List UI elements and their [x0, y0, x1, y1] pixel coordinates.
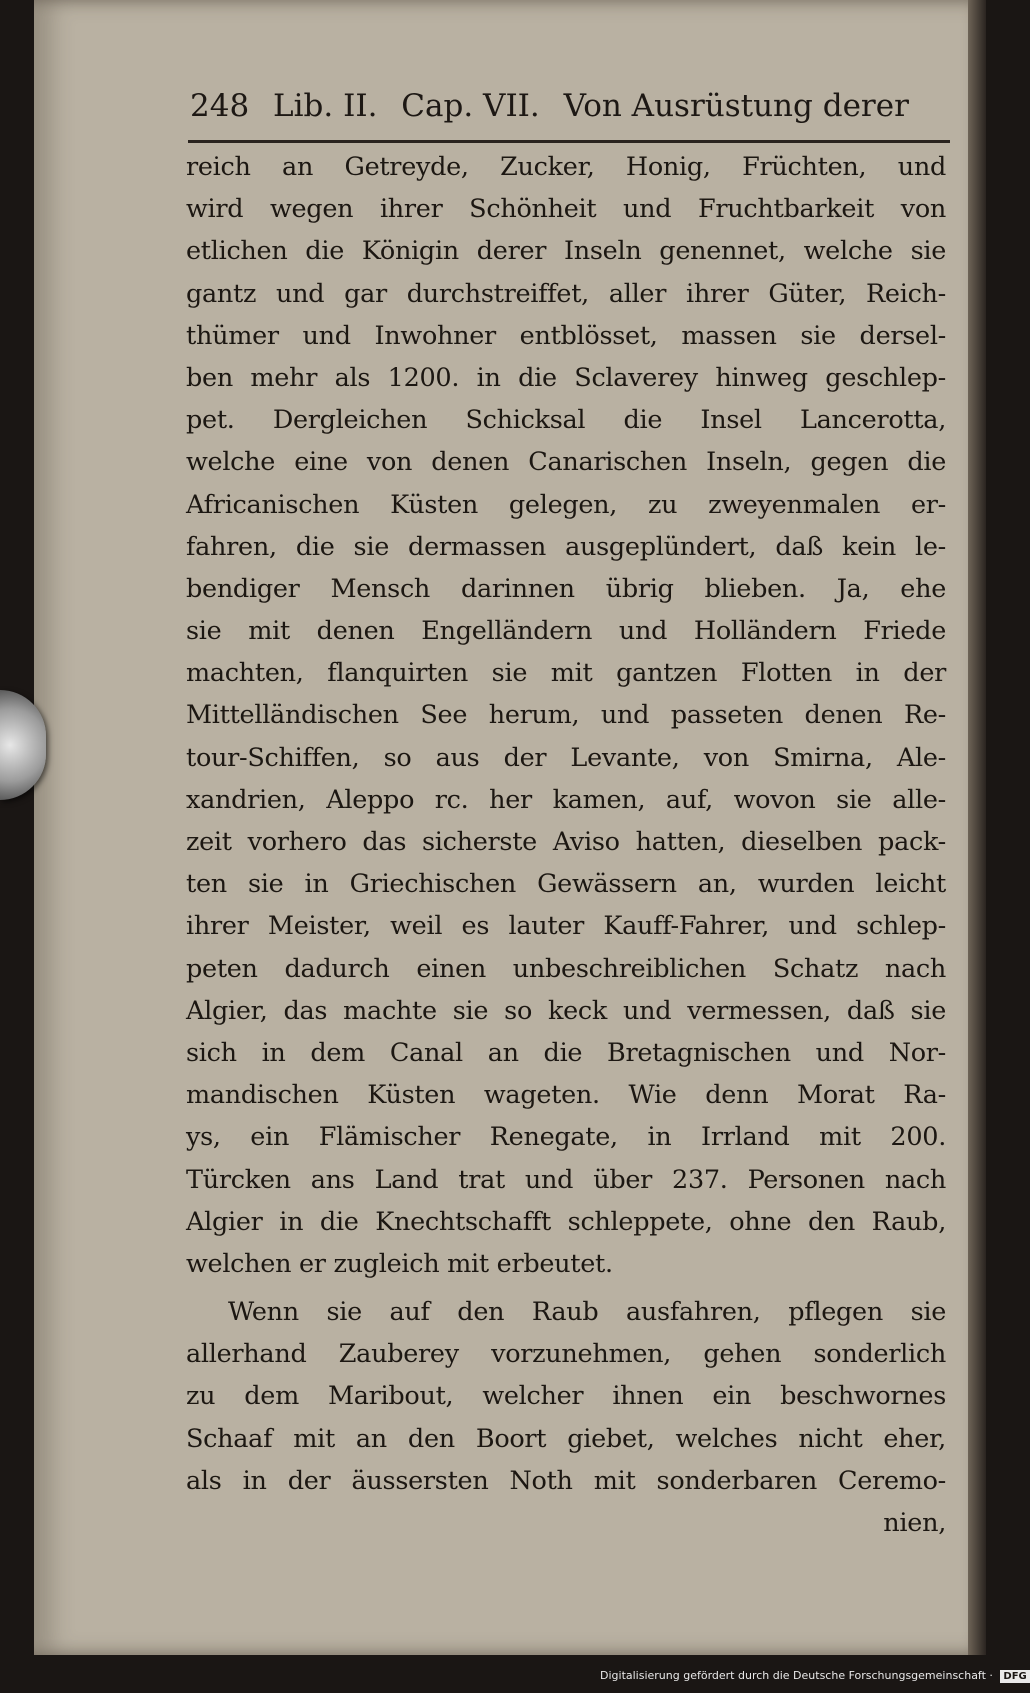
text-line: Africanischen Küsten gelegen, zu zweyenmalen er- — [186, 489, 946, 520]
page-number: 248 — [190, 88, 250, 124]
paragraph-end-line: welchen er zugleich mit erbeutet. — [186, 1248, 613, 1279]
text-line: thümer und Inwohner entblösset, massen sie dersel- — [186, 320, 946, 351]
text-line: zu dem Maribout, welcher ihnen ein beschwornes — [186, 1381, 946, 1412]
text-line: Schaaf mit an den Boort giebet, welches nicht eher, — [186, 1423, 946, 1454]
text-line: Türcken ans Land trat und über 237. Personen nach — [186, 1164, 946, 1195]
running-header — [190, 88, 910, 134]
chapter-label: Cap. VII. — [401, 88, 540, 124]
digitization-credit — [600, 1669, 1027, 1687]
text-line: als in der äussersten Noth mit sonderbaren Ceremo- — [186, 1465, 946, 1496]
text-line: mandischen Küsten wageten. Wie denn Morat Ra- — [186, 1080, 946, 1111]
text-line: ten sie in Griechischen Gewässern an, wurden leicht — [186, 869, 946, 900]
text-line: sich in dem Canal an die Bretagnischen und Nor- — [186, 1037, 946, 1068]
catchword: nien, — [883, 1508, 946, 1538]
text-line: peten dadurch einen unbeschreiblichen Schatz nach — [186, 953, 946, 984]
text-line: xandrien, Aleppo rc. her kamen, auf, wovon sie alle- — [186, 784, 946, 815]
text-line: sie mit denen Engelländern und Holländern Friede — [186, 616, 946, 647]
text-line: zeit vorhero das sicherste Aviso hatten, dieselben pack- — [186, 827, 946, 857]
text-line: wird wegen ihrer Schönheit und Fruchtbarkeit von — [186, 194, 946, 225]
page-body — [186, 146, 946, 1544]
text-line: reich an Getreyde, Zucker, Honig, Früchten, und — [186, 152, 946, 182]
dfg-logo: DFG — [1000, 1670, 1029, 1683]
text-line: ihrer Meister, weil es lauter Kauff-Fahrer, und schlep- — [186, 911, 946, 942]
book-label: Lib. II. — [273, 88, 378, 124]
paragraph-start-line: Wenn sie auf den Raub ausfahren, pflegen sie — [228, 1297, 946, 1328]
text-line: gantz und gar durchstreiffet, aller ihrer Güter, Reich- — [186, 278, 946, 309]
text-line: Mittelländischen See herum, und passeten denen Re- — [186, 700, 946, 731]
text-line: tour-Schiffen, so aus der Levante, von Smirna, Ale- — [186, 742, 946, 773]
running-title: Von Ausrüstung derer — [563, 88, 909, 124]
text-line: fahren, die sie dermassen ausgeplündert, daß kein le- — [186, 531, 946, 562]
text-line: Algier in die Knechtschafft schleppete, ohne den Raub, — [186, 1206, 946, 1237]
text-line: bendiger Mensch darinnen übrig blieben. Ja, ehe — [186, 573, 946, 604]
page-edge — [968, 0, 986, 1655]
text-line: Algier, das machte sie so keck und vermessen, daß sie — [186, 995, 946, 1026]
text-line: ben mehr als 1200. in die Sclaverey hinweg geschlep- — [186, 362, 946, 393]
text-line: etlichen die Königin derer Inseln genennet, welche sie — [186, 236, 946, 267]
text-line: machten, flanquirten sie mit gantzen Flotten in der — [186, 658, 946, 689]
text-line: allerhand Zauberey vorzunehmen, gehen sonderlich — [186, 1339, 946, 1370]
text-line: welche eine von denen Canarischen Inseln, gegen die — [186, 447, 946, 478]
text-line: ys, ein Flämischer Renegate, in Irrland mit 200. — [186, 1122, 946, 1153]
credit-text: Digitalisierung gefördert durch die Deutsche Forschungsgemeinschaft · — [600, 1669, 993, 1682]
header-rule — [188, 140, 950, 143]
text-line: pet. Dergleichen Schicksal die Insel Lancerotta, — [186, 405, 946, 436]
